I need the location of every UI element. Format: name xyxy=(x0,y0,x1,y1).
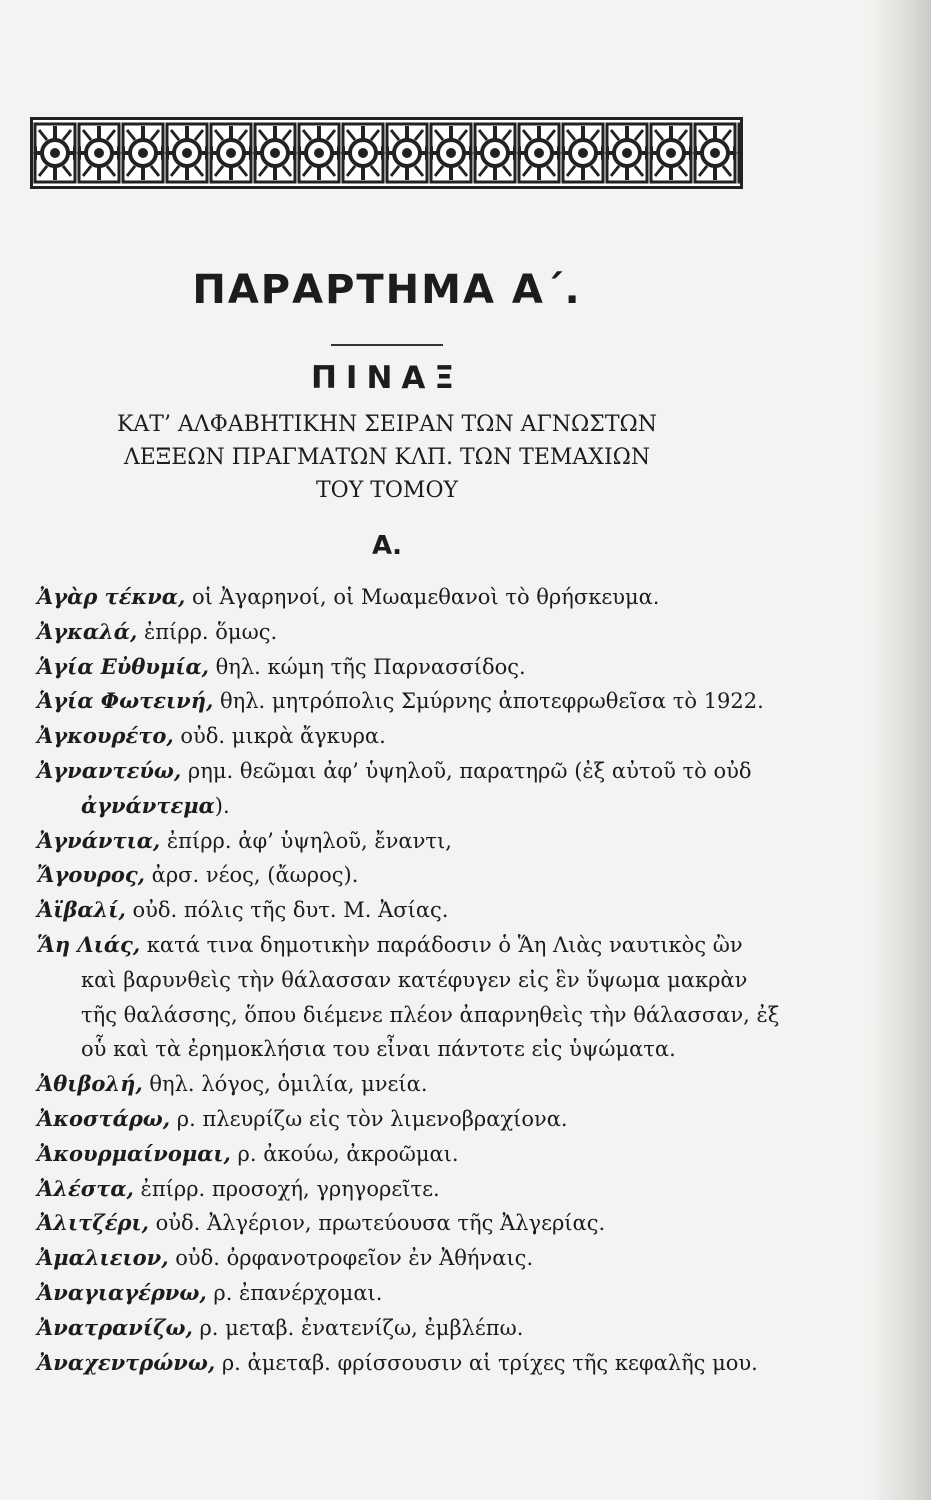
entry-definition: ἀρσ. νέος, (ἄωρος). xyxy=(144,863,359,888)
entry-definition: ρ. ἀμεταβ. φρίσσουσιν αἱ τρίχες τῆς κεφαλῆς μου. xyxy=(215,1350,758,1375)
glossary-entry xyxy=(37,1102,782,1137)
entry-lemma: Ἁγία Εὐθυμία, xyxy=(37,653,209,679)
entry-lemma: Ἀγναντεύω, xyxy=(37,757,182,783)
index-title: ΠΙΝΑΞ xyxy=(310,360,463,396)
entry-definition: ρ. πλευρίζω εἰς τὸν λιμενοβραχίονα. xyxy=(170,1106,568,1131)
entry-definition: οὐδ. Ἀλγέριον, πρωτεύουσα τῆς Ἀλγερίας. xyxy=(148,1211,606,1236)
entry-definition: θηλ. μητρόπολις Σμύρνης ἀποτεφρωθεῖσα τὸ 1922. xyxy=(213,689,764,714)
entry-definition: κατά τινα δημοτικὴν παράδοσιν ὁ Ἅη Λιὰς ναυτικὸς ὢν καὶ βαρυνθεὶς τὴν θάλασσαν κατέφυγεν εἰς ἓν ὕψωμα μακρὰν τῆς θαλάσσης, ὅπου διέμενε πλέον ἀπαρνηθεὶς τὴν θάλασσαν, ἐξ οὗ καὶ τὰ ἐρημοκλήσια του εἶναι πάντοτε εἰς ὑψώματα. xyxy=(81,932,780,1062)
glossary-entry xyxy=(37,719,782,754)
index-subtitle xyxy=(0,408,774,507)
appendix-title: ΠΑΡΑΡΤΗΜΑ Α΄. xyxy=(192,267,582,313)
glossary-entry xyxy=(37,1276,782,1311)
glossary-list xyxy=(37,580,782,1380)
entry-definition: θηλ. κώμη τῆς Παρνασσίδος. xyxy=(208,654,526,679)
ornament-pattern-icon xyxy=(33,120,740,186)
subtitle-line: ΤΟΥ ΤΟΜΟΥ xyxy=(315,478,459,503)
entry-definition-tail: ). xyxy=(214,793,230,818)
glossary-entry xyxy=(37,615,782,650)
subtitle-line: ΛΕΞΕΩΝ ΠΡΑΓΜΑΤΩΝ ΚΛΠ. ΤΩΝ ΤΕΜΑΧΙΩΝ xyxy=(123,445,651,470)
glossary-entry xyxy=(37,754,782,824)
entry-derived-word: ἀγνάντεμα xyxy=(81,792,215,818)
entry-lemma: Ἅη Λιάς, xyxy=(37,931,141,957)
glossary-entry xyxy=(37,1067,782,1102)
glossary-entry xyxy=(37,684,782,719)
entry-definition: ἐπίρρ. ὅμως. xyxy=(137,619,278,644)
glossary-entry xyxy=(37,1172,782,1207)
entry-definition: ρ. ἀκούω, ἀκροῶμαι. xyxy=(230,1141,459,1166)
glossary-entry xyxy=(37,824,782,859)
entry-definition: οὐδ. πόλις τῆς δυτ. Μ. Ἀσίας. xyxy=(125,898,449,923)
subtitle-line: ΚΑΤ’ ΑΛΦΑΒΗΤΙΚΗΝ ΣΕΙΡΑΝ ΤΩΝ ΑΓΝΩΣΤΩΝ xyxy=(116,412,658,437)
glossary-entry xyxy=(37,1311,782,1346)
entry-lemma: Ἀμαλιειον, xyxy=(37,1245,169,1271)
entry-lemma: Ἀγνάντια, xyxy=(37,827,161,853)
entry-lemma: Ἀγκουρέτο, xyxy=(37,723,174,749)
entry-lemma: Ἀγὰρ τέκνα, xyxy=(37,584,186,609)
entry-lemma: Ἀνατρανίζω, xyxy=(37,1314,193,1340)
glossary-entry xyxy=(37,650,782,685)
entry-lemma: Ἀκοστάρω, xyxy=(37,1105,171,1131)
glossary-entry xyxy=(37,1346,782,1381)
entry-lemma: Ἄγουρος, xyxy=(37,862,145,888)
entry-lemma: Ἀϊβαλί, xyxy=(37,897,126,923)
title-divider xyxy=(331,344,443,346)
glossary-entry xyxy=(37,893,782,928)
entry-definition: ρ. ἐπανέρχομαι. xyxy=(206,1280,383,1305)
decorative-header-band xyxy=(30,117,743,189)
entry-definition: ρημ. θεῶμαι ἀφ’ ὑψηλοῦ, παρατηρῶ (ἐξ αὐτοῦ τὸ οὐδ xyxy=(181,758,752,783)
entry-definition: θηλ. λόγος, ὁμιλία, μνεία. xyxy=(142,1072,428,1097)
glossary-entry xyxy=(37,1241,782,1276)
glossary-entry xyxy=(37,1206,782,1241)
entry-lemma: Ἀλιτζέρι, xyxy=(37,1210,149,1236)
entry-lemma: Ἀγκαλά, xyxy=(37,618,138,644)
section-letter: Α. xyxy=(372,531,402,561)
entry-definition: ἐπίρρ. προσοχή, γρηγορεῖτε. xyxy=(133,1176,440,1201)
entry-lemma: Ἀναχεντρώνω, xyxy=(37,1349,216,1375)
glossary-entry xyxy=(37,858,782,893)
glossary-entry xyxy=(37,580,782,615)
entry-definition: ἐπίρρ. ἀφ’ ὑψηλοῦ, ἔναντι, xyxy=(160,828,452,853)
entry-lemma: Ἀκουρμαίνομαι, xyxy=(37,1140,231,1166)
glossary-entry xyxy=(37,928,782,1067)
entry-definition: οὐδ. ὀρφανοτροφεῖον ἐν Ἀθήναις. xyxy=(168,1246,534,1271)
page-edge-shadow xyxy=(871,0,931,1500)
entry-lemma: Ἁγία Φωτεινή, xyxy=(37,688,214,714)
glossary-entry xyxy=(37,1137,782,1172)
entry-lemma: Ἀναγιαγέρνω, xyxy=(37,1279,207,1305)
entry-lemma: Ἀθιβολή, xyxy=(37,1071,143,1097)
entry-definition: οἱ Ἀγαρηνοί, οἱ Μωαμεθανοὶ τὸ θρήσκευμα. xyxy=(185,585,660,609)
entry-definition: ρ. μεταβ. ἐνατενίζω, ἐμβλέπω. xyxy=(192,1315,524,1340)
entry-lemma: Ἀλέστα, xyxy=(37,1175,134,1201)
entry-definition: οὐδ. μικρὰ ἄγκυρα. xyxy=(173,724,386,749)
